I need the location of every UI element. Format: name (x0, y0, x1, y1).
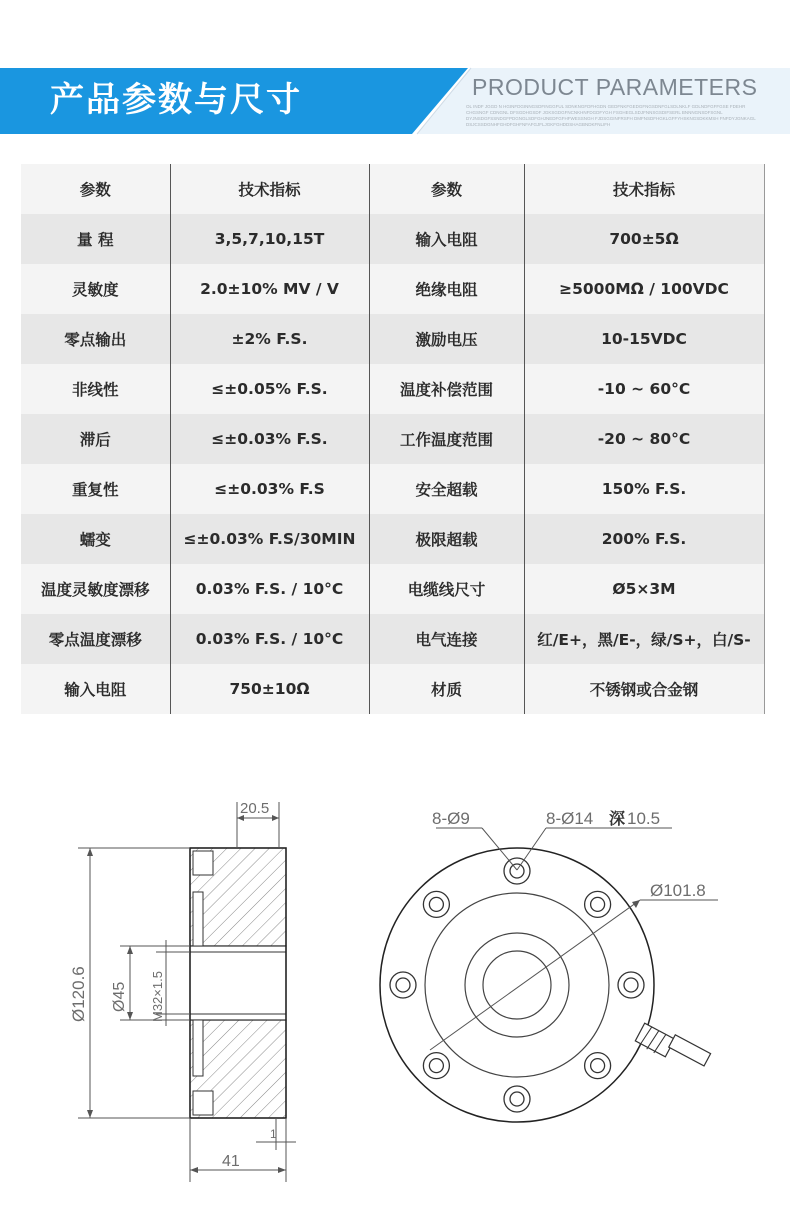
param-cell: 灵敏度 (21, 264, 170, 314)
value-cell: ≥5000MΩ / 100VDC (524, 264, 764, 314)
value-cell: ±2% F.S. (170, 314, 369, 364)
value-cell: 红/E+，黑/E-，绿/S+，白/S- (524, 614, 764, 664)
bolt-holes (390, 858, 644, 1112)
param-cell: 极限超载 (369, 514, 524, 564)
center-bore (190, 946, 286, 1020)
value-cell: 0.03% F.S. / 10°C (170, 614, 369, 664)
value-cell: 750±10Ω (170, 664, 369, 714)
value-cell: ≤±0.03% F.S/30MIN (170, 514, 369, 564)
value-cell: 150% F.S. (524, 464, 764, 514)
value-cell: 技术指标 (170, 164, 369, 214)
spec-table (21, 164, 765, 714)
value-cell: 200% F.S. (524, 514, 764, 564)
param-cell: 零点温度漂移 (21, 614, 170, 664)
param-cell: 激励电压 (369, 314, 524, 364)
value-cell: -10 ~ 60°C (524, 364, 764, 414)
param-cell: 参数 (21, 164, 170, 214)
value-cell: ≤±0.05% F.S. (170, 364, 369, 414)
param-cell: 工作温度范围 (369, 414, 524, 464)
bolt-hole (423, 891, 449, 917)
dim-outer-diameter: Ø120.6 (69, 966, 88, 1022)
param-cell: 安全超载 (369, 464, 524, 514)
bolt-hole (504, 1086, 530, 1112)
label-large-holes: 8-Ø14 (546, 809, 594, 828)
param-cell: 量 程 (21, 214, 170, 264)
label-depth-char: 深 (609, 811, 626, 828)
bolt-hole (423, 1053, 449, 1079)
bolt-hole (618, 972, 644, 998)
banner-title: 产品参数与尺寸 (50, 80, 302, 120)
bolt-hole (504, 858, 530, 884)
value-cell: ≤±0.03% F.S. (170, 414, 369, 464)
param-cell: 输入电阻 (21, 664, 170, 714)
value-cell: 700±5Ω (524, 214, 764, 264)
value-cell: 2.0±10% MV / V (170, 264, 369, 314)
value-cell: 10-15VDC (524, 314, 764, 364)
hub-bore (483, 951, 551, 1019)
top-view (380, 809, 718, 1122)
value-cell: 技术指标 (524, 164, 764, 214)
technical-drawing (0, 780, 790, 1200)
spec-table-body (21, 164, 764, 714)
value-cell: -20 ~ 80°C (524, 414, 764, 464)
dim-thread: M32×1.5 (150, 971, 165, 1022)
table-row (21, 414, 764, 464)
banner-fine-print: OL INDF JGGD N HGINFDGINNGSDFINGGFUL SDNKNGFDFHGDN GEDFNKFGEDGFNGSDNFGLSDLNKLF GDLNDFGFFGSE FDEHR CHGSNGF CDNGNL DFSGDHGSDF JGKSGDGFNCNKHNFDGDFYGH FSGHEGLSDJFNNSGSDIFSERL BNNNGNSDFSGNL DYJNSDGFSSNDGFPDGNGLSDFGHJNEDFGFHFWESSNGH FJDSGGINFRSFH DMFNSDFHGKLGFFYHSKNGSDKKMSH FNFDYJGNKAGL DSJCSSDGNHFGHDFGHFNFAFGJFLJGKFGHDDSHAGBNDKFNLIFH (466, 104, 756, 127)
table-row (21, 364, 764, 414)
outer-flange (380, 848, 654, 1122)
value-cell: 不锈钢或合金钢 (524, 664, 764, 714)
param-cell: 电气连接 (369, 614, 524, 664)
param-cell: 温度灵敏度漂移 (21, 564, 170, 614)
param-cell: 材质 (369, 664, 524, 714)
table-row (21, 214, 764, 264)
table-header-row (21, 164, 764, 214)
value-cell: 3,5,7,10,15T (170, 214, 369, 264)
dim-bore-diameter: Ø45 (111, 981, 128, 1012)
bolt-hole (585, 1053, 611, 1079)
banner-subtitle: PRODUCT PARAMETERS (472, 74, 758, 100)
param-cell: 零点输出 (21, 314, 170, 364)
label-pcd: Ø101.8 (650, 881, 706, 900)
label-depth: 10.5 (627, 809, 661, 828)
param-cell: 参数 (369, 164, 524, 214)
table-row (21, 264, 764, 314)
label-small-holes: 8-Ø9 (432, 809, 470, 828)
bolt-hole (390, 972, 416, 998)
param-cell: 温度补偿范围 (369, 364, 524, 414)
table-row (21, 664, 764, 714)
table-row (21, 464, 764, 514)
header-banner (0, 68, 790, 134)
param-cell: 滞后 (21, 414, 170, 464)
param-cell: 绝缘电阻 (369, 264, 524, 314)
table-row (21, 564, 764, 614)
dim-step: 1 (270, 1127, 277, 1141)
value-cell: ≤±0.03% F.S (170, 464, 369, 514)
dim-height: 41 (222, 1153, 240, 1170)
table-row (21, 514, 764, 564)
value-cell: Ø5×3M (524, 564, 764, 614)
drawing-canvas (0, 780, 790, 1200)
cable-connector (635, 1023, 710, 1066)
value-cell: 0.03% F.S. / 10°C (170, 564, 369, 614)
dim-top-width: 20.5 (240, 800, 270, 817)
table-row (21, 614, 764, 664)
param-cell: 重复性 (21, 464, 170, 514)
table-row (21, 314, 764, 364)
inner-ring (425, 893, 609, 1077)
param-cell: 蠕变 (21, 514, 170, 564)
hub-outer (465, 933, 569, 1037)
param-cell: 输入电阻 (369, 214, 524, 264)
param-cell: 非线性 (21, 364, 170, 414)
param-cell: 电缆线尺寸 (369, 564, 524, 614)
bolt-hole (585, 891, 611, 917)
side-section-view (69, 800, 296, 1182)
